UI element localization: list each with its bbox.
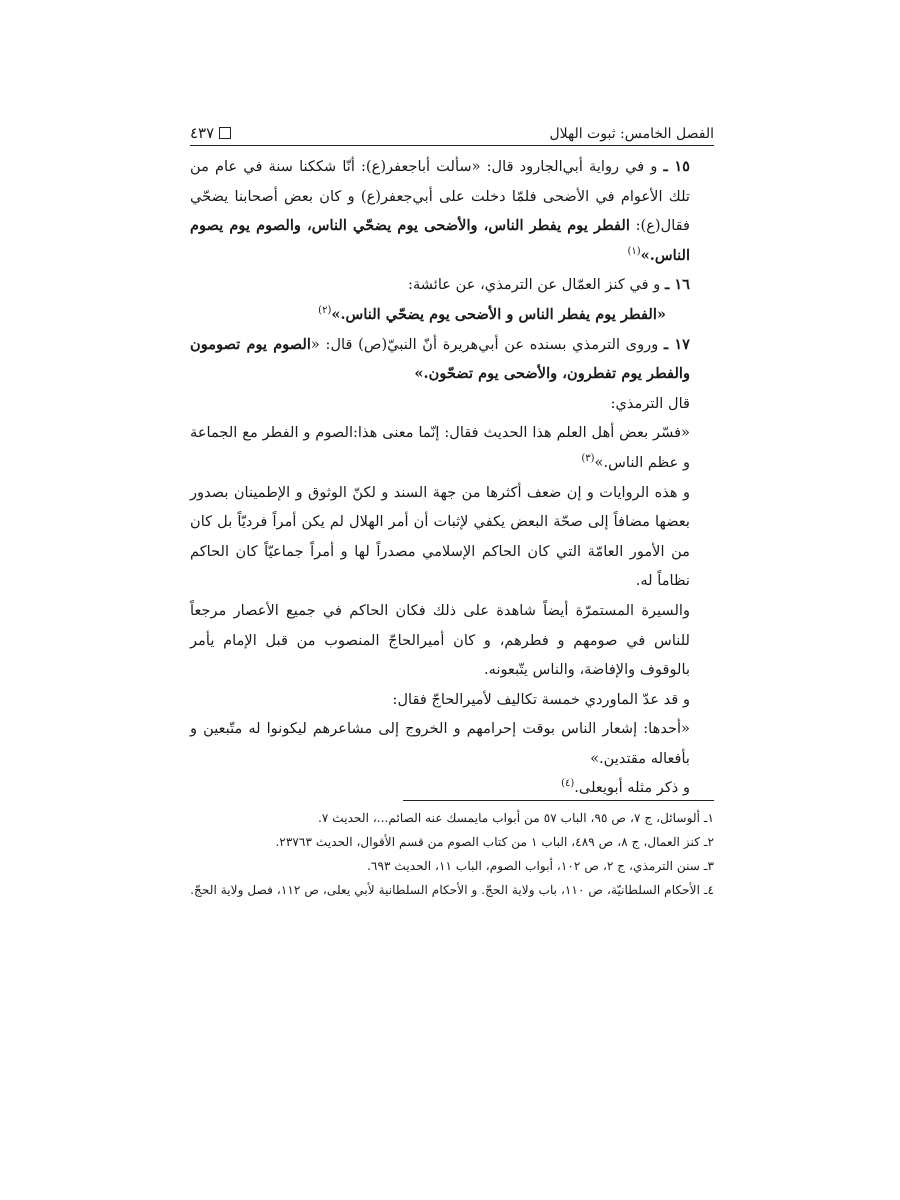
hadith-text: «الفطر يوم يفطر الناس و الأضحى يوم يضحّي الناس.» [331,305,666,323]
paragraph-text: و في رواية أبي‌الجارود قال: «سألت أباجعفر(ع): أنّا شككنا سنة في عام من تلك الأعوام في الأضحى فلمّا دخلت على أبي‌جعفر(ع) و كان بعض أصحابنا يضحّي فقال(ع): [190,158,690,235]
footnote-2: ٢ـ كنز العمال، ج ٨، ص ٤٨٩، الباب ١ من كتاب الصوم من قسم الأقوال، الحديث ٢٣٧٦٣. [275,835,714,849]
running-header [190,112,714,142]
paragraph-16 [190,270,714,300]
footnote-ref: (٤) [561,778,575,790]
paragraph-text: و في كنز العمّال عن الترمذي، عن عائشة: [408,276,661,294]
tirmidhi-said: قال الترمذي: [610,394,690,412]
item-number: ١٧ ـ [663,335,690,353]
footnote-ref: (١) [627,245,641,257]
footnotes [190,806,714,902]
chapter-title: الفصل الخامس: ثبوت الهلال [549,126,714,142]
paragraph-15 [190,152,714,270]
hadith-text: الفطر يوم يفطر الناس، والأضحى يوم يضحّي الناس، والصوم يوم يصوم الناس.» [190,217,690,264]
paragraph-mawardi: و قد عدّ الماوردي خمسة تكاليف لأميرالحاجّ فقال: [392,690,690,708]
paragraph-text: و ذكر مثله أبويعلى. [574,779,690,797]
paragraph-rawayat: و هذه الروايات و إن ضعف أكثرها من جهة السند و لكنّ الوثوق و الإطمينان بصدور بعضها مضافاً إلى صحّة البعض يكفي لإثبات أن أمر الهلال لم يكن أمراً فرديّاً بل كان من الأمور العامّة التي كان الحاكم الإسلامي مصدراً لها و أمراً جماعيّاً كان الحاكم نظاماً له. [190,483,690,590]
main-text [190,152,714,803]
tirmidhi-quote [190,418,714,477]
footnote-4: ٤ـ الأحكام السلطانيّة، ص ١١٠، باب ولاية الحجّ. و الأحكام السلطانية لأبي يعلى، ص ١١٢، فصل ولاية الحجّ. [190,883,714,897]
footnote-1: ١ـ ألوسائل، ج ٧، ص ٩٥، الباب ٥٧ من أبواب مايمسك عنه الصائم...، الحديث ٧. [317,811,714,825]
hadith-quote [190,300,714,330]
page-number-group [190,124,231,142]
item-number: ١٥ ـ [663,158,691,175]
quote-ahaduha: «أحدها: إشعار الناس بوقت إحرامهم و الخروج إلى مشاعرهم ليكونوا له متّبعين و بأفعاله مقتدين.» [190,720,690,767]
hadith-text: الصوم يوم تصومون والفطر يوم تفطرون، والأضحى يوم تضحّون.» [190,335,690,383]
square-icon [219,127,231,139]
header-rule [190,145,714,146]
footnote-ref: (٣) [581,453,595,465]
paragraph-17 [190,330,714,389]
footnote-ref: (٢) [318,305,332,317]
item-number: ١٦ ـ [664,276,690,294]
paragraph-sira: والسيرة المستمرّة أيضاً شاهدة على ذلك فكان الحاكم في جميع الأعصار مرجعاً للناس في صومهم و فطرهم، و كان أميرالحاجّ المنصوب من قبل الإمام يأمر بالوقوف والإفاضة، والناس يتّبعونه. [190,601,690,679]
quote-text: «فسّر بعض أهل العلم هذا الحديث فقال: إنّما معنى هذا:الصوم و الفطر مع الجماعة و عظم الناس.» [190,424,690,471]
footnote-3: ٣ـ سنن الترمذي، ج ٢، ص ١٠٢، أبواب الصوم، الباب ١١، الحديث ٦٩٣. [367,859,714,873]
footnote-rule [403,800,714,801]
paragraph-abuyala [190,773,714,803]
paragraph-text: وروى الترمذي بسنده عن أبي‌هريرة أنّ النبيّ(ص) قال: « [310,335,659,353]
page-number: ٤٣٧ [190,124,215,142]
